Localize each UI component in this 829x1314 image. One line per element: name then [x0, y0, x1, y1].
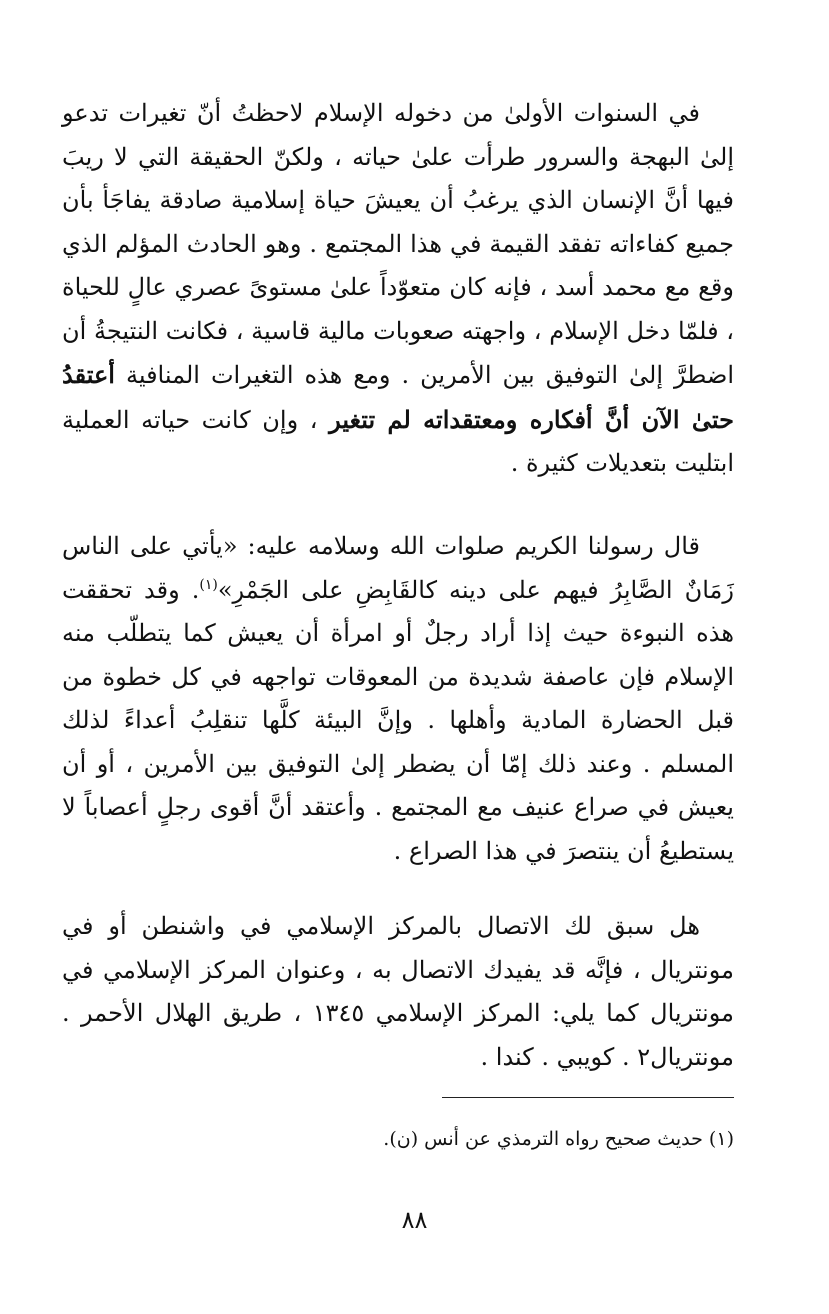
footnote-divider [442, 1097, 734, 1098]
paragraph-1-bold-text: أعتقدُ حتىٰ الآن أنَّ أفكاره ومعتقداته لم تتغير [62, 360, 734, 434]
paragraph-3 [62, 905, 734, 1079]
paragraph-1-text-end: ، وإن كانت حياته العملية ابتليت بتعديلات كثيرة . [62, 405, 734, 477]
paragraph-2 [62, 525, 734, 875]
paragraph-3-text: هل سبق لك الاتصال بالمركز الإسلامي في واشنطن أو في مونتريال ، فإنَّه قد يفيدك الاتصال به ، وعنوان المركز الإسلامي في مونتريال كما يلي: المركز الإسلامي ١٣٤٥ ، طريق الهلال الأحمر . مونتريال٢ . كويبي . كندا . [62, 912, 734, 1071]
footnote: (١) حديث صحيح رواه الترمذي عن أنس (ن). [383, 1128, 734, 1150]
paragraph-1 [62, 92, 734, 525]
page-body [62, 92, 734, 1079]
paragraph-1-text: في السنوات الأولىٰ من دخوله الإسلام لاحظتُ أنّ تغيرات تدعو إلىٰ البهجة والسرور طرأت علىٰ حياته ، ولكنّ الحقيقة التي لا ريبَ فيها أنَّ الإنسان الذي يرغبُ أن يعيشَ حياة إسلامية صادقة يفاجَأ بأن جميع كفاءاته تفقد القيمة في هذا المجتمع . وهو الحادث المؤلم الذي وقع مع محمد أسد ، فإنه كان متعوّداً علىٰ مستوىً عصري عالٍ للحياة ، فلمّا دخل الإسلام ، واجهته صعوبات مالية قاسية ، فكانت النتيجةُ أن اضطرَّ إلىٰ التوفيق بين الأمرين . ومع هذه التغيرات المنافية [62, 99, 735, 389]
footnote-reference: (١) [199, 576, 218, 593]
paragraph-2-text-end: . وقد تحققت هذه النبوءة حيث إذا أراد رجلٌ أو امرأة أن يعيش كما يتطلّب منه الإسلام فإن عاصفة شديدة من المعوقات تواجهه في كل خطوة من قبل الحضارة المادية وأهلها . وإنَّ البيئة كلَّها تنقلِبُ أعداءً لذلك المسلم . وعند ذلك إمّا أن يضطر إلىٰ التوفيق بين الأمرين ، أو أن يعيش في صراع عنيف مع المجتمع . وأعتقد أنَّ أقوى رجلٍ أعصاباً لا يستطيعُ أن ينتصرَ في هذا الصراع . [62, 575, 734, 865]
paragraph-2-text: قال رسولنا الكريم صلوات الله وسلامه عليه: «يأتي على الناس زَمَانٌ الصَّابِرُ فيهم على دينه كالقَابِضِ على الجَمْرِ» [62, 532, 734, 604]
page-number: ٨٨ [401, 1206, 428, 1234]
